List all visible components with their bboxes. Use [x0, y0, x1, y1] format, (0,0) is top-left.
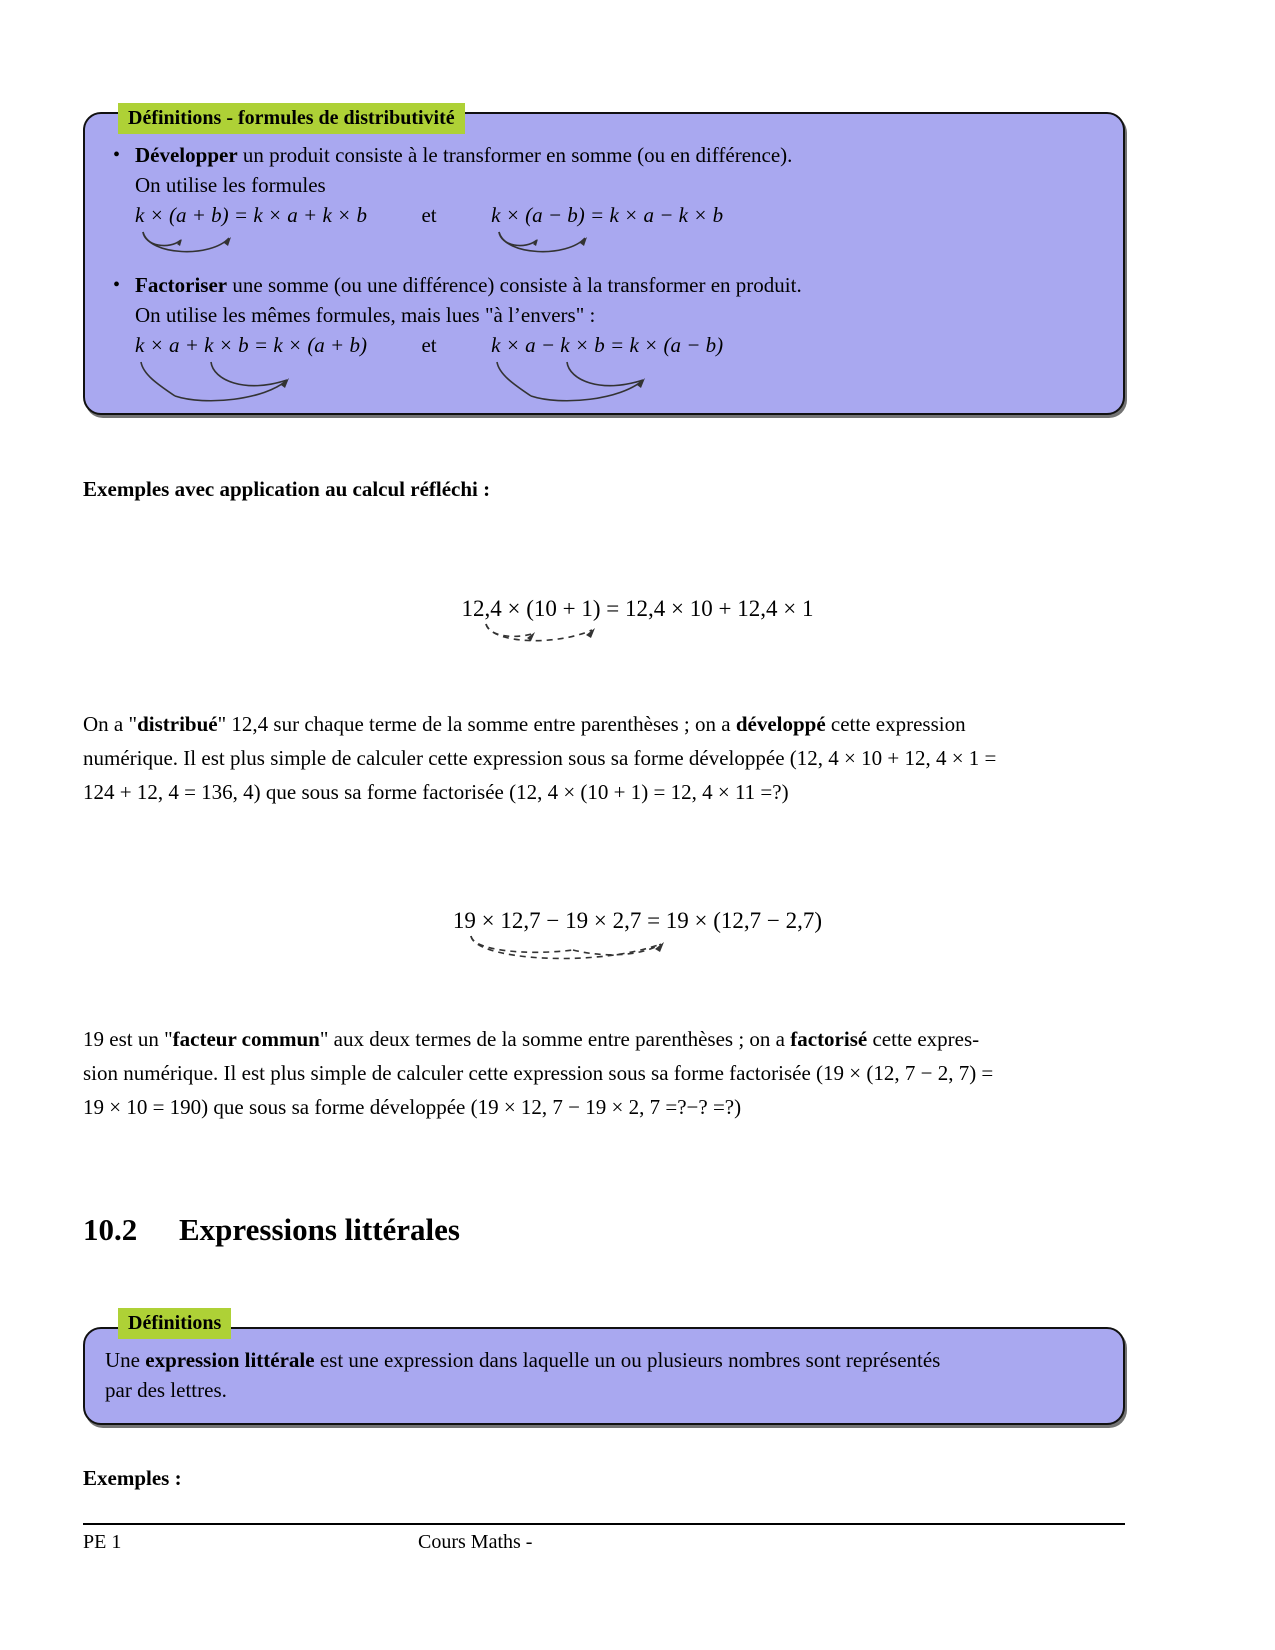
- paragraph-1: [83, 707, 1129, 809]
- developper-formula-left-block: [135, 200, 367, 230]
- paragraph-2-line-2: sion numérique. Il est plus simple de calculer cette expression sous sa forme factorisée (19 × (12, 7 − 2, 7) =: [83, 1061, 994, 1085]
- factoriser-formula-row: [135, 330, 1105, 364]
- paragraph-2-line-3: 19 × 10 = 190) que sous sa forme développée (19 × 12, 7 − 19 × 2, 7 =?−? =?): [83, 1095, 742, 1119]
- developper-conjunction: et: [421, 203, 437, 227]
- distributivity-arrows-right: [491, 230, 731, 262]
- section-heading: [83, 1212, 460, 1248]
- footer-page-label: PE 1: [83, 1531, 122, 1553]
- developper-line2: On utilise les formules: [135, 173, 326, 197]
- factoriser-conjunction: et: [421, 333, 437, 357]
- definitions-line-1: [105, 1345, 1115, 1375]
- developper-formula-right-block: [491, 200, 723, 230]
- def-l1-c: est une expression dans laquelle un ou plusieurs nombres sont représentés: [314, 1348, 941, 1372]
- paragraph-2: [83, 1022, 1129, 1124]
- paragraph-1-line-2: numérique. Il est plus simple de calculer cette expression sous sa forme développée (12, 4 × 10 + 12, 4 × 1 =: [83, 746, 997, 770]
- factoriser-formula-right-block: [491, 330, 723, 360]
- bullet-developper: [105, 140, 1105, 234]
- equation-2-container: [0, 908, 1275, 934]
- bullet-factoriser: [105, 270, 1105, 364]
- section-title: Expressions littérales: [179, 1212, 460, 1247]
- footer-course-title: Cours Maths -: [418, 1531, 533, 1553]
- p2-l1-c: " aux deux termes de la somme entre parenthèses ; on a: [319, 1027, 791, 1051]
- equation-2-dashed-arrows: [465, 934, 695, 968]
- p1-l1-developpe: développé: [735, 712, 826, 736]
- factoriser-line1: [135, 270, 1105, 300]
- p2-l1-facteur-commun: facteur commun: [172, 1027, 320, 1051]
- callout-definitions-title: Définitions: [118, 1308, 231, 1339]
- paragraph-1-line-3: 124 + 12, 4 = 136, 4) que sous sa forme factorisée (12, 4 × (10 + 1) = 12, 4 × 11 =?): [83, 780, 789, 804]
- factoriser-formula-left-block: [135, 330, 367, 360]
- footer-divider: [83, 1523, 1125, 1525]
- callout-distributivite-title: Définitions - formules de distributivité: [118, 103, 465, 134]
- p2-l1-e: cette expres-: [867, 1027, 980, 1051]
- p2-l1-a: 19 est un ": [83, 1027, 173, 1051]
- factoriser-formula-right: k × a − k × b = k × (a − b): [491, 333, 724, 357]
- def-l1-a: Une: [105, 1348, 146, 1372]
- developper-line1: [135, 140, 1105, 170]
- definitions-line-2: par des lettres.: [105, 1378, 227, 1402]
- callout-distributivite-body: [105, 140, 1105, 364]
- developper-formula-left: k × (a + b) = k × a + k × b: [135, 203, 367, 227]
- equation-1-container: [0, 596, 1275, 622]
- developper-formula-row: [135, 200, 1105, 234]
- examples-heading: Exemples avec application au calcul réfléchi :: [83, 477, 491, 501]
- developper-text: un produit consiste à le transformer en somme (ou en différence).: [237, 143, 793, 167]
- equation-1-dashed-arrows: [480, 622, 650, 652]
- equation-2-inner: [453, 908, 822, 934]
- paragraph-2-line-1: [83, 1022, 1129, 1056]
- factoriser-formula-left: k × a + k × b = k × (a + b): [135, 333, 367, 357]
- p1-l1-distribue: distribué: [137, 712, 218, 736]
- section-number: 10.2: [83, 1212, 138, 1247]
- factoriser-term: Factoriser: [135, 273, 228, 297]
- developper-formula-right: k × (a − b) = k × a − k × b: [491, 203, 724, 227]
- distributivity-arrows-left: [135, 230, 375, 262]
- factoriser-text: une somme (ou une différence) consiste à la transformer en produit.: [227, 273, 802, 297]
- equation-2: 19 × 12,7 − 19 × 2,7 = 19 × (12,7 − 2,7): [452, 908, 823, 933]
- examples-label: Exemples :: [83, 1466, 182, 1490]
- paragraph-1-line-1: [83, 707, 1129, 741]
- equation-1: 12,4 × (10 + 1) = 12,4 × 10 + 12,4 × 1: [461, 596, 814, 621]
- p1-l1-c: " 12,4 sur chaque terme de la somme entre parenthèses ; on a: [217, 712, 736, 736]
- p1-l1-e: cette expression: [825, 712, 966, 736]
- developper-term: Développer: [135, 143, 238, 167]
- distributivite-bullet-list: [105, 140, 1105, 364]
- callout-definitions-body: [105, 1345, 1115, 1405]
- def-l1-term: expression littérale: [145, 1348, 315, 1372]
- factoriser-line2: On utilise les mêmes formules, mais lues "à l’envers" :: [135, 303, 596, 327]
- p1-l1-a: On a ": [83, 712, 138, 736]
- equation-1-inner: [462, 596, 814, 622]
- p2-l1-factorise: factorisé: [790, 1027, 868, 1051]
